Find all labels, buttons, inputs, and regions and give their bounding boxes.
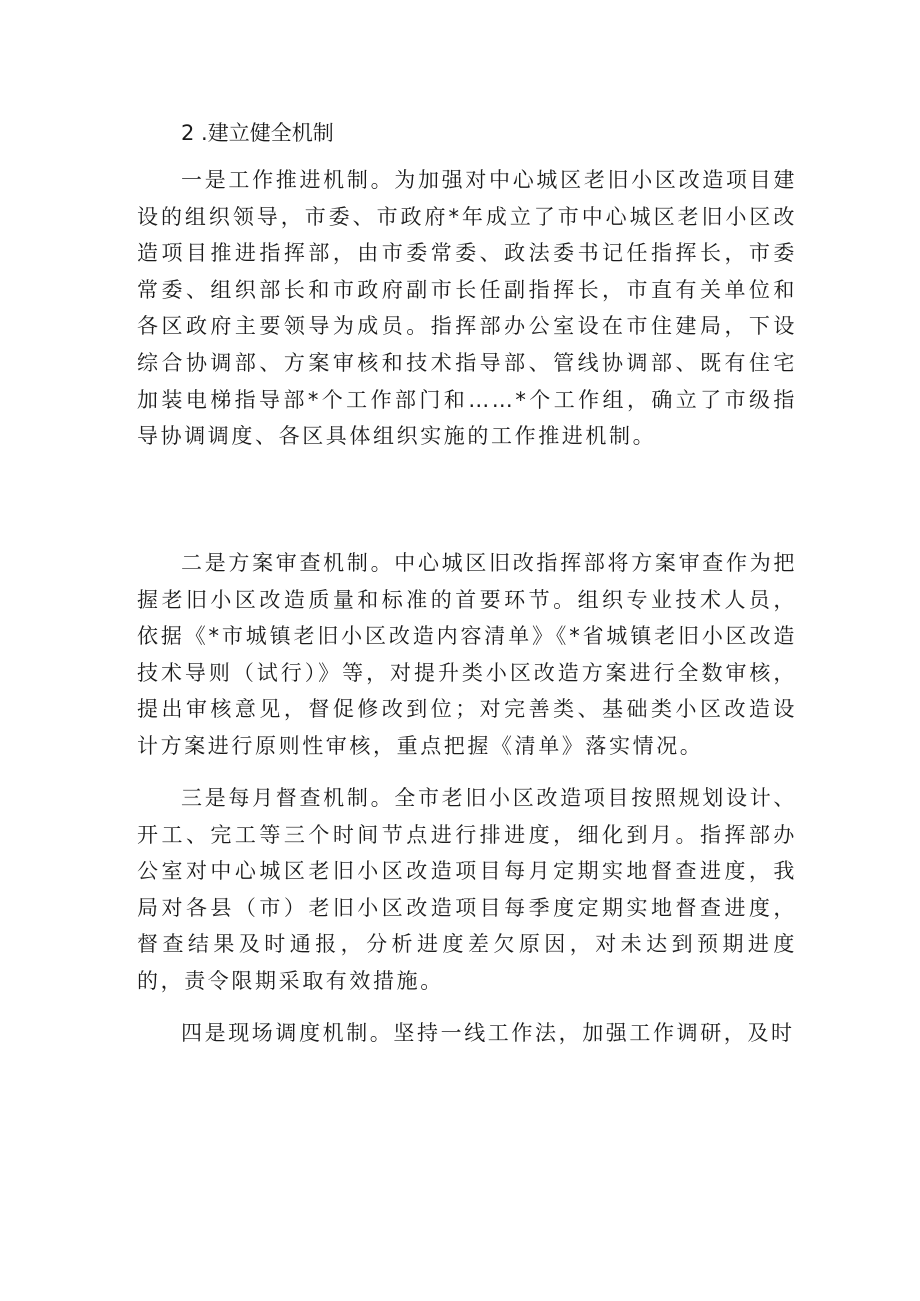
paragraph-plan-review: 二是方案审查机制。中心城区旧改指挥部将方案审查作为把握老旧小区改造质量和标准的首要环节。组织专业技术人员，依据《*市城镇老旧小区改造内容清单》《*省城镇老旧小区改造技术导则（试行）》等，对提升类小区改造方案进行全数审核，提出审核意见，督促修改到位；对完善类、基础类小区改造设计方案进行原则性审核，重点把握《清单》落实情况。	[137, 551, 797, 758]
section-heading: 2 .建立健全机制	[181, 121, 334, 145]
paragraph-work-promotion: 一是工作推进机制。为加强对中心城区老旧小区改造项目建设的组织领导，市委、市政府*年成立了市中心城区老旧小区改造项目推进指挥部，由市委常委、政法委书记任指挥长，市委常委、组织部长和市政府副市长任副指挥长，市直有关单位和各区政府主要领导为成员。指挥部办公室设在市住建局，下设综合协调部、方案审核和技术指导部、管线协调部、既有住宅加装电梯指导部*个工作部门和……*个工作组，确立了市级指导协调调度、各区具体组织实施的工作推进机制。	[137, 168, 797, 449]
paragraph-monthly-inspection: 三是每月督查机制。全市老旧小区改造项目按照规划设计、开工、完工等三个时间节点进行排进度，细化到月。指挥部办公室对中心城区老旧小区改造项目每月定期实地督查进度，我局对各县（市）老旧小区改造项目每季度定期实地督查进度，督查结果及时通报，分析进度差欠原因，对未达到预期进度的，责令限期采取有效措施。	[137, 786, 797, 993]
paragraph-onsite-dispatch: 四是现场调度机制。坚持一线工作法，加强工作调研，及时	[181, 1021, 795, 1045]
